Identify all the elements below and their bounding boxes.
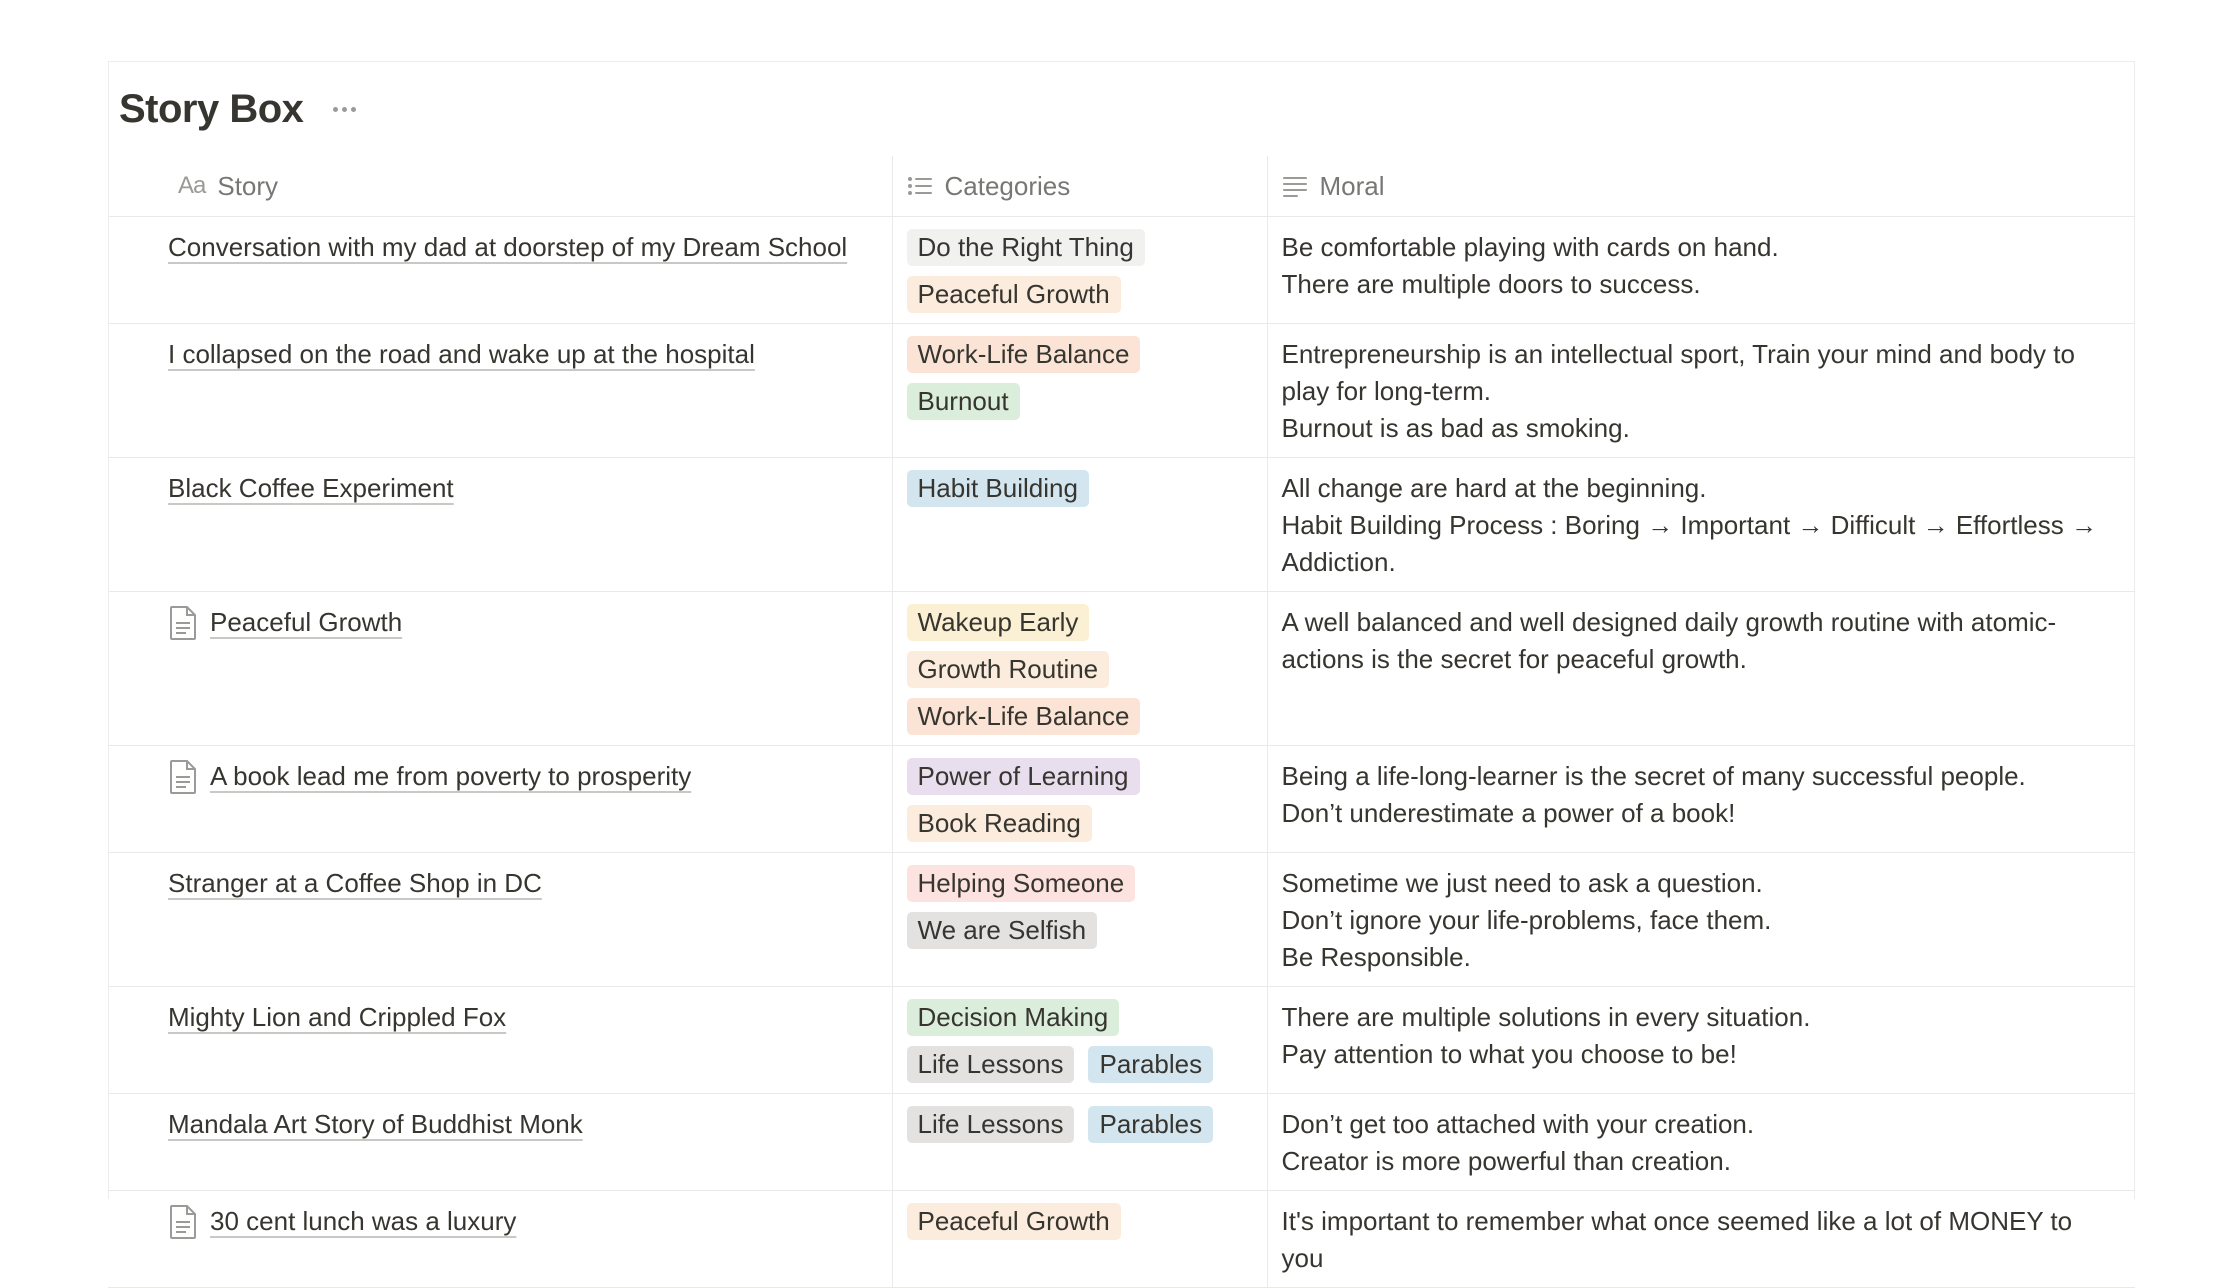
story-title-link[interactable]: I collapsed on the road and wake up at the hospital	[168, 339, 755, 369]
column-header-label: Moral	[1319, 170, 1385, 201]
table-row[interactable]	[108, 1094, 2135, 1191]
column-header-story[interactable]	[108, 156, 892, 217]
moral-cell[interactable]: Sometime we just need to ask a question. Don’t ignore your life-problems, face them. Be Responsible.	[1267, 853, 2135, 987]
category-tag[interactable]: Parables	[1088, 1046, 1213, 1083]
column-header-moral[interactable]	[1267, 156, 2135, 217]
page-icon	[168, 1204, 198, 1240]
page-icon	[168, 605, 198, 641]
stories-table	[108, 156, 2135, 1288]
table-row[interactable]	[108, 592, 2135, 746]
categories-cell[interactable]	[892, 217, 1267, 324]
more-dot-icon	[342, 107, 347, 112]
story-title-link[interactable]: Conversation with my dad at doorstep of my Dream School	[168, 232, 848, 262]
story-cell[interactable]	[108, 217, 892, 324]
category-tag[interactable]: Parables	[1088, 1106, 1213, 1143]
categories-cell[interactable]	[892, 746, 1267, 853]
table-header-row	[108, 156, 2135, 217]
moral-cell[interactable]: It's important to remember what once seemed like a lot of MONEY to you	[1267, 1191, 2135, 1288]
story-title-link[interactable]: Mandala Art Story of Buddhist Monk	[168, 1109, 583, 1139]
table-row[interactable]	[108, 324, 2135, 458]
story-cell[interactable]	[108, 324, 892, 458]
text-property-icon: Aa	[178, 172, 206, 199]
moral-cell[interactable]: Entrepreneurship is an intellectual sport, Train your mind and body to play for long-term. Burnout is as bad as smoking.	[1267, 324, 2135, 458]
category-tag[interactable]: Work-Life Balance	[907, 336, 1141, 373]
moral-cell[interactable]: Be comfortable playing with cards on hand. There are multiple doors to success.	[1267, 217, 2135, 324]
table-row[interactable]	[108, 853, 2135, 987]
title-row	[119, 74, 361, 144]
moral-cell[interactable]: Being a life-long-learner is the secret of many successful people. Don’t underestimate a power of a book!	[1267, 746, 2135, 853]
story-title-link[interactable]: A book lead me from poverty to prosperity	[210, 761, 692, 791]
story-cell[interactable]	[108, 1191, 892, 1288]
category-tag[interactable]: Power of Learning	[907, 758, 1140, 795]
story-title-link[interactable]: 30 cent lunch was a luxury	[210, 1206, 517, 1236]
story-title-link[interactable]: Stranger at a Coffee Shop in DC	[168, 868, 542, 898]
category-tag[interactable]: Wakeup Early	[907, 604, 1090, 641]
category-tag[interactable]: Do the Right Thing	[907, 229, 1145, 266]
database-view	[108, 61, 2135, 1273]
category-tag[interactable]: Peaceful Growth	[907, 276, 1121, 313]
moral-cell[interactable]: All change are hard at the beginning. Habit Building Process : Boring → Important → Difficult → Effortless → Addiction.	[1267, 458, 2135, 592]
category-tag[interactable]: Growth Routine	[907, 651, 1110, 688]
table-row[interactable]	[108, 746, 2135, 853]
text-lines-icon	[1282, 175, 1308, 197]
moral-cell[interactable]: A well balanced and well designed daily growth routine with atomic-actions is the secret for peaceful growth.	[1267, 592, 2135, 746]
more-dot-icon	[333, 107, 338, 112]
story-cell[interactable]	[108, 853, 892, 987]
moral-cell[interactable]: There are multiple solutions in every situation. Pay attention to what you choose to be!	[1267, 987, 2135, 1094]
category-tag[interactable]: Peaceful Growth	[907, 1203, 1121, 1240]
table-row[interactable]	[108, 1191, 2135, 1288]
story-cell[interactable]	[108, 592, 892, 746]
more-options-button[interactable]	[327, 92, 361, 126]
page-title: Story Box	[119, 86, 304, 131]
column-header-categories[interactable]	[892, 156, 1267, 217]
table-row[interactable]	[108, 458, 2135, 592]
category-tag[interactable]: Habit Building	[907, 470, 1089, 507]
story-cell[interactable]	[108, 458, 892, 592]
story-title-link[interactable]: Mighty Lion and Crippled Fox	[168, 1002, 507, 1032]
list-property-icon	[907, 175, 933, 197]
categories-cell[interactable]	[892, 1094, 1267, 1191]
category-tag[interactable]: Helping Someone	[907, 865, 1136, 902]
category-tag[interactable]: Book Reading	[907, 805, 1092, 842]
story-cell[interactable]	[108, 987, 892, 1094]
story-title-link[interactable]: Peaceful Growth	[210, 607, 403, 637]
categories-cell[interactable]	[892, 853, 1267, 987]
story-cell[interactable]	[108, 746, 892, 853]
categories-cell[interactable]	[892, 987, 1267, 1094]
more-dot-icon	[351, 107, 356, 112]
column-header-label: Categories	[944, 170, 1071, 201]
story-cell[interactable]	[108, 1094, 892, 1191]
category-tag[interactable]: Decision Making	[907, 999, 1120, 1036]
story-title-link[interactable]: Black Coffee Experiment	[168, 473, 454, 503]
moral-cell[interactable]: Don’t get too attached with your creation. Creator is more powerful than creation.	[1267, 1094, 2135, 1191]
category-tag[interactable]: Life Lessons	[907, 1046, 1075, 1083]
category-tag[interactable]: We are Selfish	[907, 912, 1098, 949]
table-row[interactable]	[108, 217, 2135, 324]
category-tag[interactable]: Life Lessons	[907, 1106, 1075, 1143]
column-header-label: Story	[217, 170, 279, 201]
category-tag[interactable]: Burnout	[907, 383, 1020, 420]
categories-cell[interactable]	[892, 592, 1267, 746]
categories-cell[interactable]	[892, 1191, 1267, 1288]
category-tag[interactable]: Work-Life Balance	[907, 698, 1141, 735]
categories-cell[interactable]	[892, 324, 1267, 458]
page-icon	[168, 759, 198, 795]
table-row[interactable]	[108, 987, 2135, 1094]
categories-cell[interactable]	[892, 458, 1267, 592]
